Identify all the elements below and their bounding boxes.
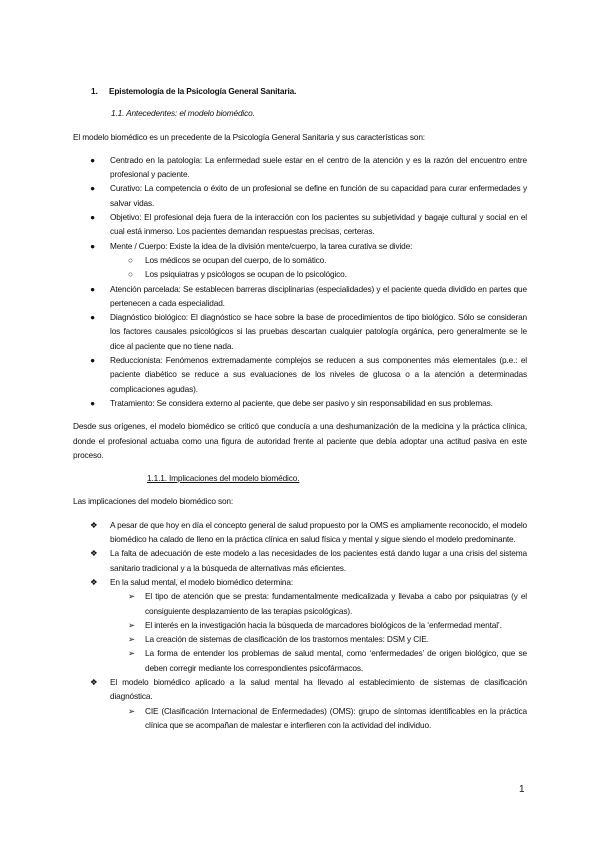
list-item: ❖ La falta de adecuación de este modelo a las necesidades de los pacientes está dando lugar a una crisis del sistema sanitario tradicional y a la búsqueda de alternativas más eficientes.: [90, 548, 527, 573]
criticism-paragraph: Desde sus orígenes, el modelo biomédico se criticó que conducía a una deshumanización de la medicina y la práctica clínica, donde el profesional actuaba como una figura de autoridad frente al paciente que debía adoptar una actitud pasiva en este proceso.: [73, 421, 527, 460]
list-item: ➢ El tipo de atención que se presta: fundamentalmente medicalizada y llevaba a cabo por psiquiatras (y el consiguiente desplazamiento de las terapias psicológicas).: [128, 591, 527, 616]
list-item: ❖ A pesar de que hoy en día el concepto general de salud propuesto por la OMS es ampliamente reconocido, el modelo biomédico ha calado de lleno en la práctica clínica en salud física y mental y sigue siendo el modelo predominante.: [90, 519, 527, 545]
document-page: [73, 84, 527, 732]
diamond-bullet-icon: ❖: [90, 548, 98, 559]
list-item: ❖ El modelo biomédico aplicado a la salud mental ha llevado al establecimiento de sistemas de clasificación diagnóstica.: [90, 676, 527, 702]
diamond-bullet-icon: ❖: [90, 519, 98, 530]
mind-body-sublist: [73, 253, 527, 282]
sublist-container: [73, 704, 527, 733]
list-item: ○ Los psiquiatras y psicólogos se ocupan de lo psicológico.: [73, 267, 527, 281]
list-item: ○ Los médicos se ocupan del cuerpo, de lo somático.: [73, 253, 527, 267]
section-heading: 1. Epistemología de la Psicología General Sanitaria.: [91, 86, 297, 96]
sublist-container: [73, 589, 527, 675]
bullet-icon: ●: [90, 283, 95, 294]
list-item: ● Mente / Cuerpo: Existe la idea de la división mente/cuerpo, la tarea curativa se divide:: [73, 239, 527, 253]
arrow-bullet-icon: ➢: [128, 705, 135, 716]
list-item: ➢ El interés en la investigación hacia la búsqueda de marcadores biológicos de la ‘enfermedad mental’.: [73, 618, 527, 632]
list-item: ● Reduccionista: Fenómenos extremadamente complejos se reducen a sus componentes más elementales (p.e.: el paciente diabético se reduce a sus evaluaciones de los niveles de glucosa o a la atención a determinadas complicaciones agudas).: [90, 355, 527, 394]
subsection-heading: 1.1. Antecedentes: el modelo biomédico.: [111, 108, 255, 119]
implications-intro: Las implicaciones del modelo biomédico son:: [73, 496, 234, 507]
list-item: ➢ CIE (Clasificación Internacional de Enfermedades) (OMS): grupo de síntomas identificables en la práctica clínica que se acompañan de malestar e interfieren con la actividad del individuo.: [128, 705, 527, 730]
sublist-container: [73, 253, 527, 282]
subsubsection-heading: 1.1.1. Implicaciones del modelo biomédico.: [147, 473, 300, 484]
arrow-bullet-icon: ➢: [128, 648, 135, 659]
classification-sublist: [73, 704, 527, 733]
list-item: ● Diagnóstico biológico: El diagnóstico se hace sobre la base de procedimientos de tipo biológico. Sólo se consideran los factores causales psicológicos si las pruebas descartan cualquier patología orgánica, pero generalmente se le dice al paciente que no tiene nada.: [90, 312, 527, 351]
arrow-bullet-icon: ➢: [128, 634, 135, 645]
page-number: 1: [519, 784, 525, 795]
bullet-icon: ●: [90, 154, 95, 165]
diamond-bullet-icon: ❖: [90, 676, 98, 687]
list-item: ❖ En la salud mental, el modelo biomédico determina:: [73, 575, 527, 589]
arrow-bullet-icon: ➢: [128, 619, 135, 630]
implications-list: [73, 518, 527, 732]
list-item: ➢ La creación de sistemas de clasificación de los trastornos mentales: DSM y CIE.: [73, 632, 527, 646]
bullet-icon: ●: [90, 355, 95, 366]
bullet-icon: ●: [90, 212, 95, 223]
list-item: ● Objetivo: El profesional deja fuera de la interacción con los pacientes su subjetividad y bagaje cultural y social en el cual está inmerso. Los pacientes demandan respuestas precisas, certeras.: [90, 212, 527, 237]
list-item: ● Tratamiento: Se considera externo al paciente, que debe ser pasivo y sin responsabilidad en sus problemas.: [73, 396, 527, 410]
circle-bullet-icon: ○: [128, 269, 133, 280]
mental-health-sublist: [73, 589, 527, 675]
list-item: ● Atención parcelada: Se establecen barreras disciplinarias (especialidades) y el paciente queda dividido en partes que pertenecen a cada especialidad.: [90, 283, 527, 308]
arrow-bullet-icon: ➢: [128, 591, 135, 602]
bullet-icon: ●: [90, 240, 95, 251]
list-item: ● Centrado en la patología: La enfermedad suele estar en el centro de la atención y es la razón del encuentro entre profesional y paciente.: [90, 154, 527, 180]
bullet-icon: ●: [90, 183, 95, 194]
list-item: ● Curativo: La competencia o éxito de un profesional se define en función de su capacidad para curar enfermedades y salvar vidas.: [90, 183, 527, 208]
diamond-bullet-icon: ❖: [90, 576, 98, 587]
bullet-icon: ●: [90, 312, 95, 323]
intro-paragraph: El modelo biomédico es un precedente de la Psicología General Sanitaria y sus características son:: [73, 131, 425, 142]
characteristics-list: [73, 153, 527, 410]
circle-bullet-icon: ○: [128, 254, 133, 265]
list-item: ➢ La forma de entender los problemas de salud mental, como ‘enfermedades’ de origen biológico, que se deben corregir mediante los correspondientes psicofármacos.: [128, 648, 527, 673]
bullet-icon: ●: [90, 397, 95, 408]
